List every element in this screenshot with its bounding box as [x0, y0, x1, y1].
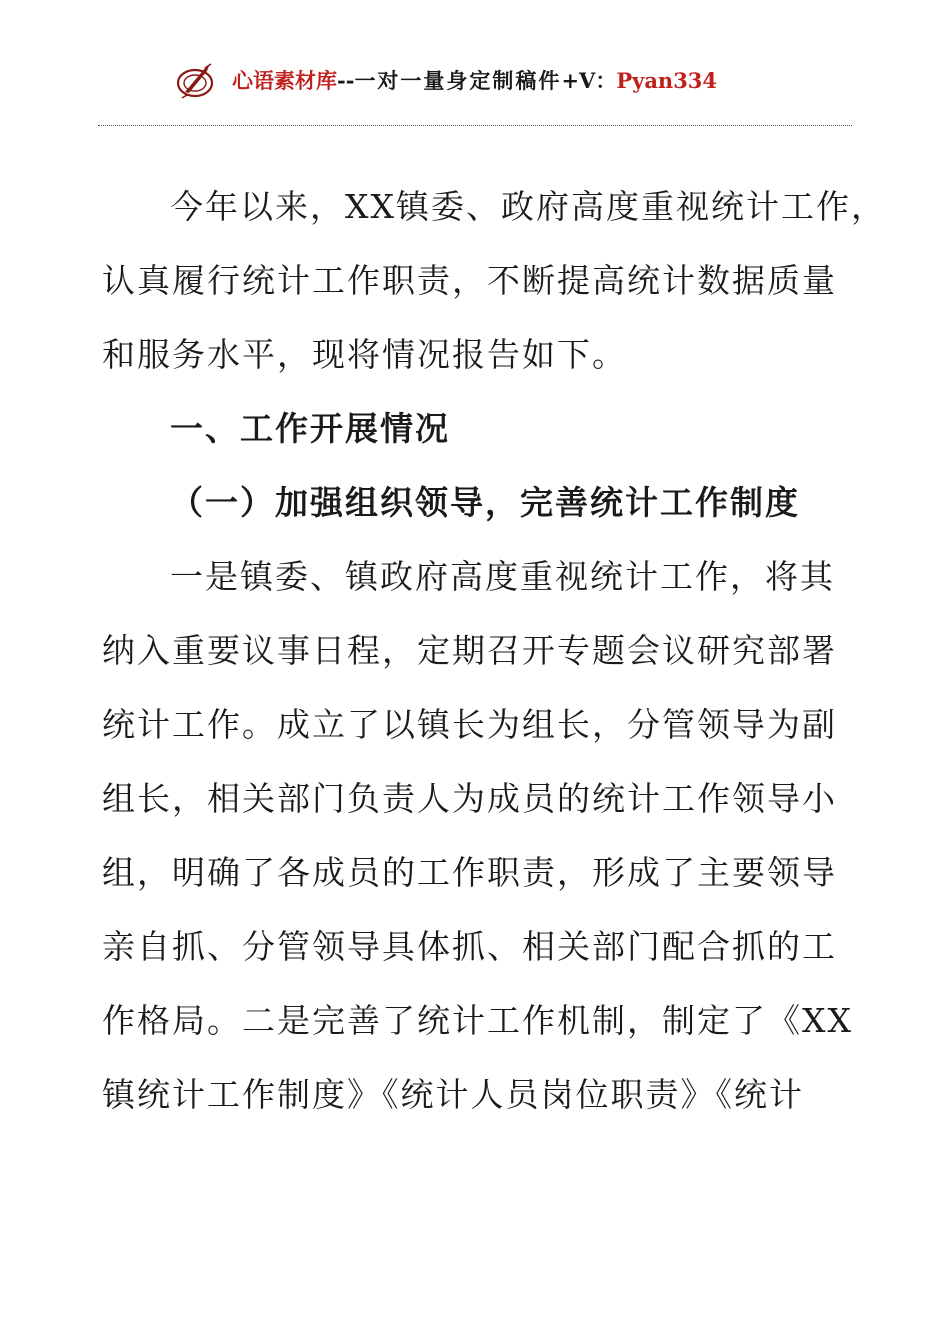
paragraph-line: 镇统计工作制度》《统计人员岗位职责》《统计: [102, 1075, 804, 1114]
page-header: [0, 58, 950, 106]
section-heading: 一、工作开展情况: [170, 409, 450, 448]
paragraph-line: 组，明确了各成员的工作职责，形成了主要领导: [102, 853, 837, 892]
paragraph-line: 和服务水平，现将情况报告如下。: [102, 335, 627, 374]
document-body: [102, 170, 886, 1132]
contact-prefix: +V：: [561, 68, 617, 93]
paragraph-line: 今年以来，XX镇委、政府高度重视统计工作，: [170, 187, 886, 226]
header-divider: [98, 125, 852, 126]
paragraph-line: 统计工作。成立了以镇长为组长，分管领导为副: [102, 705, 837, 744]
header-separator: --: [337, 68, 355, 93]
paragraph-line: 组长，相关部门负责人为成员的统计工作领导小: [102, 779, 837, 818]
header-title: [232, 66, 717, 96]
paragraph-line: 认真履行统计工作职责，不断提高统计数据质量: [102, 261, 837, 300]
paragraph-line: 一是镇委、镇政府高度重视统计工作，将其: [170, 557, 835, 596]
paragraph-line: 纳入重要议事日程，定期召开专题会议研究部署: [102, 631, 837, 670]
brand-name: 心语素材库: [232, 68, 337, 93]
paragraph-line: 作格局。二是完善了统计工作机制，制定了《XX: [102, 1001, 853, 1040]
subsection-heading: （一）加强组织领导，完善统计工作制度: [170, 483, 800, 522]
wechat-id: Pyan334: [616, 68, 718, 93]
paragraph-line: 亲自抓、分管领导具体抓、相关部门配合抓的工: [102, 927, 837, 966]
header-slogan: 一对一量身定制稿件: [354, 68, 562, 93]
quill-logo-icon: [175, 62, 217, 100]
